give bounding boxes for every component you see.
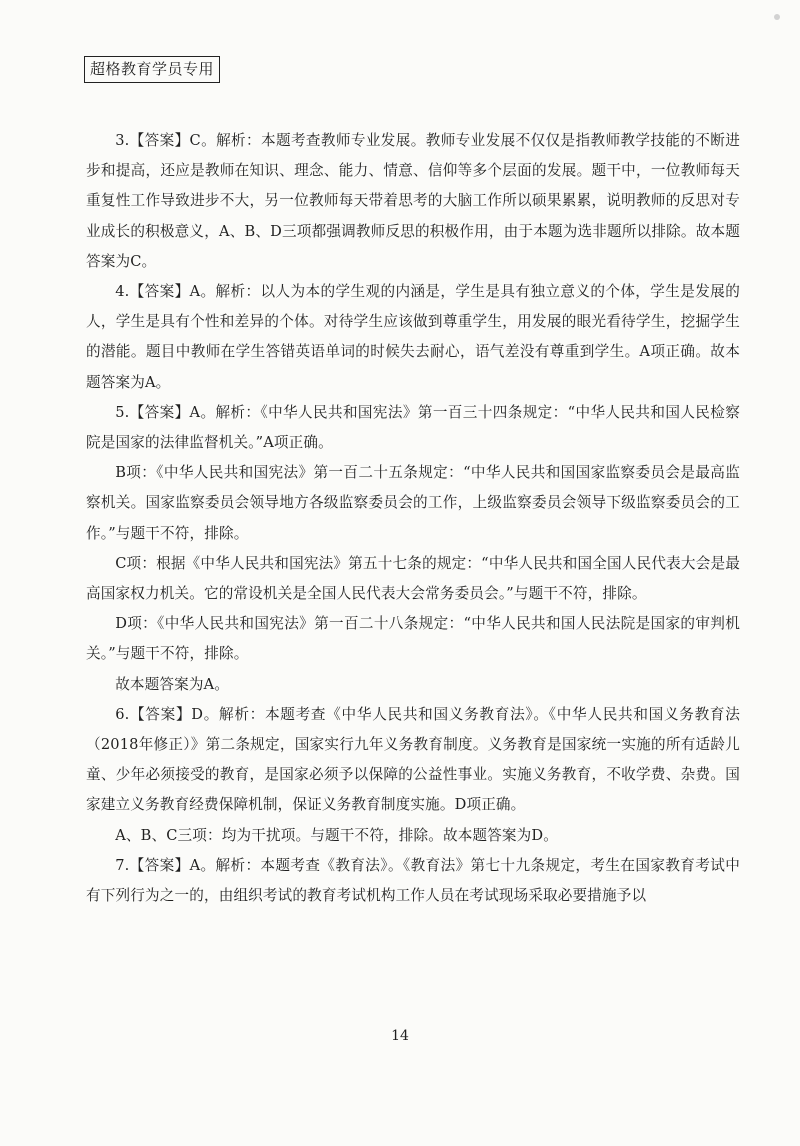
paragraph-q4: 4.【答案】A。解析：以人为本的学生观的内涵是，学生是具有独立意义的个体，学生是发展的人，学生是具有个性和差异的个体。对待学生应该做到尊重学生，用发展的眼光看待学生，挖掘学生的潜能。题目中教师在学生答错英语单词的时候失去耐心，语气差没有尊重到学生。A项正确。故本题答案为A。 — [86, 283, 740, 391]
paragraph-q3: 3.【答案】C。解析：本题考查教师专业发展。教师专业发展不仅仅是指教师教学技能的不断进步和提高，还应是教师在知识、理念、能力、情意、信仰等多个层面的发展。题干中，一位教师每天重复性工作导致进步不大，另一位教师每天带着思考的大脑工作所以硕果累累，说明教师的反思对专业成长的积极意义，A、B、D三项都强调教师反思的积极作用，由于本题为选非题所以排除。故本题答案为C。 — [86, 132, 740, 270]
page-number: 14 — [391, 1028, 409, 1044]
paragraph-q5: 5.【答案】A。解析：《中华人民共和国宪法》第一百三十四条规定：“中华人民共和国人民检察院是国家的法律监督机关。”A项正确。 — [86, 403, 740, 452]
paragraph-q6-options: A、B、C三项：均为干扰项。与题干不符，排除。故本题答案为D。 — [115, 826, 559, 844]
paragraph-q5-option-c: C项：根据《中华人民共和国宪法》第五十七条的规定：“中华人民共和国全国人民代表大会是最高国家权力机关。它的常设机关是全国人民代表大会常务委员会。”与题干不符，排除。 — [86, 554, 740, 603]
scan-artifact — [774, 14, 780, 20]
paragraph-q5-option-d: D项：《中华人民共和国宪法》第一百二十八条规定：“中华人民共和国人民法院是国家的审判机关。”与题干不符，排除。 — [86, 615, 740, 663]
paragraph-q5-option-b: B项：《中华人民共和国宪法》第一百二十五条规定：“中华人民共和国国家监察委员会是最高监察机关。国家监察委员会领导地方各级监察委员会的工作，上级监察委员会领导下级监察委员会的工作。”与题干不符，排除。 — [86, 464, 740, 542]
paragraph-q5-conclusion: 故本题答案为A。 — [115, 675, 230, 693]
paragraph-q6: 6.【答案】D。解析：本题考查《中华人民共和国义务教育法》。《中华人民共和国义务教育法（2018年修正）》第二条规定，国家实行九年义务教育制度。义务教育是国家统一实施的所有适龄儿童、少年必须接受的教育，是国家必须予以保障的公益性事业。实施义务教育，不收学费、杂费。国家建立义务教育经费保障机制，保证义务教育制度实施。D项正确。 — [86, 705, 740, 814]
paragraph-q7: 7.【答案】A。解析：本题考查《教育法》。《教育法》第七十九条规定，考生在国家教育考试中有下列行为之一的，由组织考试的教育考试机构工作人员在考试现场采取必要措施予以 — [86, 856, 740, 905]
header-label: 超格教育学员专用 — [84, 56, 220, 83]
answer-explanations — [86, 126, 740, 911]
